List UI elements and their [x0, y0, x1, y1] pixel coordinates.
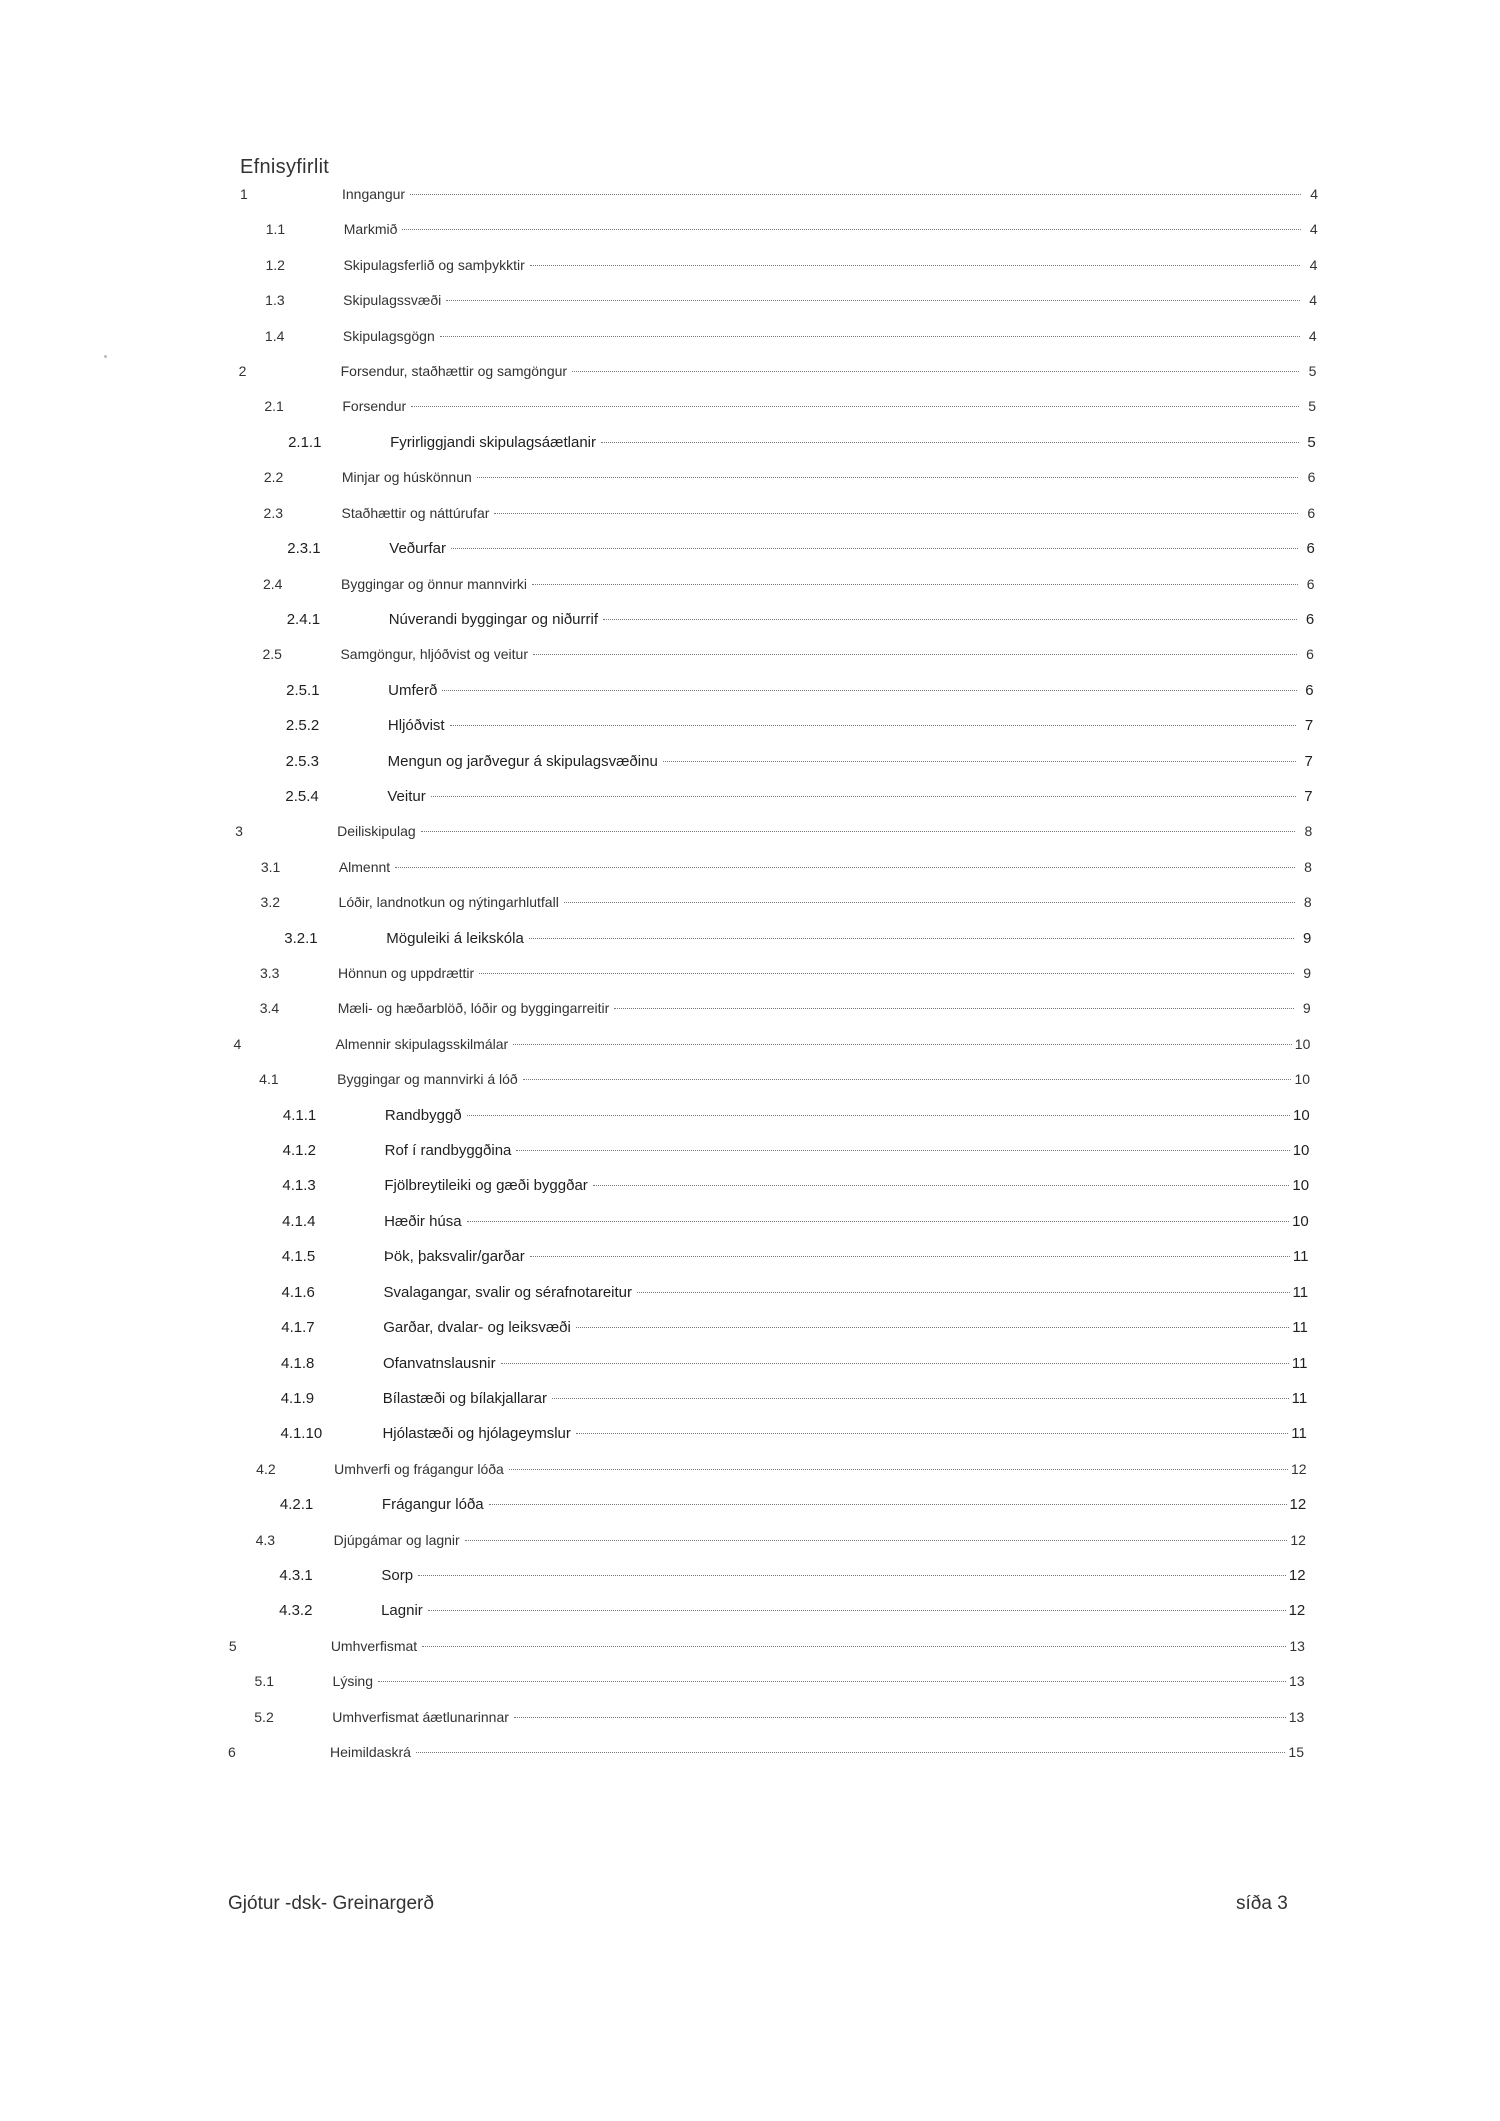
toc-entry-number: 4.3.1	[279, 1566, 313, 1584]
toc-entry[interactable]	[0, 682, 1500, 704]
toc-entry-page: 6	[1306, 646, 1314, 663]
toc-entry-number: 3.4	[259, 1000, 280, 1017]
toc-entry-page: 12	[1290, 1460, 1307, 1477]
toc-entry-page: 4	[1309, 221, 1318, 238]
toc-entry[interactable]	[0, 398, 1500, 420]
toc-entry-number: 4	[233, 1035, 242, 1052]
toc-entry-number: 1.3	[265, 292, 285, 309]
toc-entry-label: Þök, þaksvalir/garðar	[383, 1248, 525, 1266]
toc-entry-number: 5.1	[254, 1673, 274, 1690]
toc-entry[interactable]	[0, 1142, 1500, 1164]
toc-entry-label: Skipulagsferlið og samþykktir	[343, 256, 525, 273]
dot-leader	[446, 300, 1300, 301]
toc-entry-number: 6	[228, 1744, 236, 1760]
toc-entry[interactable]	[0, 753, 1500, 775]
dot-leader	[428, 1610, 1286, 1611]
toc-entry-page: 6	[1307, 504, 1316, 521]
toc-entry-page: 5	[1307, 433, 1316, 451]
toc-entry-label: Svalagangar, svalir og sérafnotareitur	[383, 1283, 633, 1301]
toc-entry[interactable]	[0, 1213, 1500, 1235]
toc-entry-label: Fjölbreytileiki og gæði byggðar	[384, 1177, 588, 1195]
toc-entry-label: Minjar og húskönnun	[341, 469, 472, 486]
toc-entry-label: Garðar, dvalar- og leiksvæði	[383, 1319, 571, 1337]
toc-entry-number: 2.1.1	[288, 433, 322, 451]
toc-entry-page: 9	[1303, 965, 1311, 981]
toc-entry[interactable]	[0, 1425, 1500, 1447]
toc-entry-label: Bílastæði og bílakjallarar	[382, 1389, 547, 1407]
footer-document-title: Gjótur -dsk- Greinargerð	[228, 1893, 434, 1914]
toc-entry-page: 13	[1288, 1708, 1305, 1725]
toc-entry-number: 4.3	[255, 1531, 276, 1548]
toc-entry-page: 13	[1289, 1673, 1305, 1690]
toc-entry-page: 6	[1305, 681, 1314, 699]
toc-entry-number: 2.3	[263, 504, 283, 521]
dot-leader	[489, 1504, 1287, 1505]
dot-leader	[523, 1079, 1292, 1080]
toc-entry-label: Lagnir	[381, 1602, 423, 1620]
toc-entry-label: Mæli- og hæðarblöð, lóðir og byggingarreitir	[337, 1000, 610, 1017]
toc-entry-number: 3.2	[260, 894, 280, 911]
toc-entry-number: 2.4	[263, 575, 283, 592]
toc-entry-number: 2.5.2	[285, 717, 320, 735]
toc-entry-label: Umhverfismat	[330, 1637, 418, 1654]
toc-entry[interactable]	[0, 1248, 1500, 1270]
dot-leader	[477, 477, 1299, 478]
toc-entry-number: 5.2	[254, 1708, 274, 1725]
toc-entry-number: 1.4	[264, 327, 285, 344]
toc-entry-page: 4	[1309, 292, 1318, 309]
toc-entry[interactable]	[0, 717, 1500, 739]
toc-entry-number: 4.1.8	[281, 1354, 315, 1372]
toc-entry-label: Markmið	[343, 221, 398, 238]
dot-leader	[402, 229, 1300, 230]
toc-entry-page: 6	[1306, 575, 1315, 592]
dot-leader	[601, 442, 1299, 443]
toc-entry[interactable]	[0, 434, 1500, 456]
toc-entry-page: 9	[1302, 929, 1312, 947]
dot-leader	[564, 902, 1295, 903]
toc-entry-number: 4.1.4	[282, 1212, 316, 1230]
toc-entry-label: Deiliskipulag	[337, 823, 416, 840]
toc-entry-page: 7	[1304, 787, 1313, 805]
dot-leader	[530, 1256, 1290, 1257]
toc-entry-label: Inngangur	[342, 186, 406, 202]
toc-entry-number: 3.2.1	[284, 929, 318, 947]
toc-entry-number: 4.1.9	[280, 1389, 315, 1407]
toc-entry-label: Byggingar og önnur mannvirki	[341, 575, 527, 592]
toc-entry[interactable]	[0, 257, 1500, 279]
dot-leader	[440, 336, 1300, 337]
toc-entry-number: 4.2	[256, 1460, 276, 1477]
toc-entry[interactable]	[0, 1036, 1500, 1058]
toc-entry-number: 2.5.4	[285, 787, 319, 805]
toc-entry-number: 4.1.2	[282, 1142, 316, 1160]
toc-entry-number: 2.4.1	[286, 610, 321, 628]
toc-entry[interactable]	[0, 221, 1500, 243]
scan-speck	[104, 355, 107, 358]
toc-entry-page: 8	[1304, 823, 1313, 840]
toc-entry-page: 11	[1291, 1354, 1308, 1372]
toc-entry-page: 10	[1294, 1071, 1311, 1088]
toc-entry-label: Staðhættir og náttúrufar	[341, 504, 490, 521]
toc-entry-label: Veitur	[387, 787, 426, 805]
dot-leader	[530, 265, 1301, 266]
toc-entry-page: 11	[1291, 1389, 1308, 1407]
toc-entry-label: Hljóðvist	[387, 717, 445, 735]
toc-entry-page: 5	[1308, 398, 1317, 415]
toc-entry[interactable]	[0, 894, 1500, 916]
toc-entry[interactable]	[0, 292, 1500, 314]
dot-leader	[637, 1292, 1290, 1293]
toc-entry-page: 11	[1292, 1319, 1308, 1337]
toc-entry-label: Heimildaskrá	[330, 1744, 411, 1760]
toc-entry[interactable]	[0, 930, 1500, 952]
toc-entry[interactable]	[0, 576, 1500, 598]
toc-entry-page: 11	[1291, 1425, 1307, 1443]
toc-entry-page: 8	[1304, 858, 1312, 875]
toc-entry[interactable]	[0, 540, 1500, 562]
toc-entry-number: 4.1.1	[282, 1106, 317, 1124]
dot-leader	[514, 1717, 1286, 1718]
toc-entry-page: 4	[1310, 186, 1318, 202]
toc-entry[interactable]	[0, 1709, 1500, 1731]
toc-entry-page: 9	[1302, 1000, 1311, 1017]
toc-entry-page: 13	[1289, 1637, 1305, 1654]
dot-leader	[451, 548, 1298, 549]
toc-entry-label: Umhverfismat áætlunarinnar	[332, 1708, 509, 1725]
dot-leader	[576, 1433, 1288, 1434]
toc-entry-label: Rof í randbyggðina	[384, 1142, 512, 1160]
dot-leader	[467, 1221, 1289, 1222]
toc-entry-number: 4.1.6	[281, 1283, 315, 1301]
dot-leader	[479, 973, 1294, 974]
dot-leader	[593, 1185, 1290, 1186]
toc-entry-page: 10	[1292, 1142, 1310, 1160]
toc-entry-label: Möguleiki á leikskóla	[386, 929, 524, 947]
toc-entry[interactable]	[0, 646, 1500, 668]
dot-leader	[663, 761, 1296, 762]
toc-entry-number: 2.5.3	[285, 752, 319, 770]
toc-entry-page: 7	[1304, 752, 1313, 770]
toc-entry[interactable]	[0, 363, 1500, 385]
toc-entry-number: 4.2.1	[279, 1496, 314, 1514]
toc-entry-page: 12	[1288, 1566, 1306, 1584]
dot-leader	[421, 831, 1296, 832]
toc-entry-label: Djúpgámar og lagnir	[333, 1531, 460, 1548]
toc-entry-page: 15	[1288, 1744, 1304, 1760]
dot-leader	[572, 371, 1299, 372]
dot-leader	[410, 194, 1301, 195]
toc-entry-number: 4.1.10	[280, 1425, 323, 1443]
toc-entry-label: Veðurfar	[389, 540, 446, 558]
toc-entry-number: 3.3	[260, 965, 280, 981]
toc-entry[interactable]	[0, 1461, 1500, 1483]
toc-entry-page: 11	[1292, 1283, 1309, 1301]
toc-entry-label: Randbyggð	[384, 1106, 462, 1124]
toc-entry-number: 4.1.7	[281, 1319, 315, 1337]
toc-entry-label: Hönnun og uppdrættir	[338, 965, 475, 981]
toc-entry-page: 6	[1305, 610, 1315, 628]
toc-entry-number: 2	[238, 363, 247, 380]
toc-entry-number: 2.1	[264, 398, 284, 415]
toc-entry-label: Hjólastæði og hjólageymslur	[382, 1425, 571, 1443]
toc-entry[interactable]	[0, 505, 1500, 527]
toc-entry[interactable]	[0, 469, 1500, 491]
toc-entry-label: Umferð	[388, 681, 438, 699]
toc-entry-number: 1.2	[265, 256, 285, 273]
toc-entry-label: Samgöngur, hljóðvist og veitur	[340, 646, 529, 663]
dot-leader	[378, 1681, 1286, 1682]
toc-entry-page: 6	[1307, 469, 1316, 486]
toc-entry-number: 2.3.1	[287, 540, 321, 558]
toc-entry-page: 12	[1289, 1496, 1307, 1514]
toc-entry-number: 4.1.3	[282, 1177, 316, 1195]
dot-leader	[467, 1115, 1290, 1116]
toc-entry-label: Hæðir húsa	[384, 1212, 462, 1230]
toc-entry[interactable]	[0, 1000, 1500, 1022]
toc-entry[interactable]	[0, 1319, 1500, 1341]
toc-entry-page: 5	[1308, 363, 1317, 380]
toc-entry-label: Almennt	[338, 858, 391, 875]
toc-entry-label: Fyrirliggjandi skipulagsáætlanir	[390, 433, 596, 451]
toc-entry-number: 4.1	[259, 1071, 279, 1088]
toc-entry-label: Frágangur lóða	[381, 1496, 484, 1514]
toc-entry-label: Skipulagssvæði	[343, 292, 442, 309]
toc-entry-label: Sorp	[381, 1566, 414, 1584]
toc-entry-number: 4.1.5	[281, 1248, 316, 1266]
toc-entry-number: 2.2	[263, 469, 284, 486]
toc-entry-page: 11	[1292, 1248, 1309, 1266]
toc-entry[interactable]	[0, 1177, 1500, 1199]
toc-entry[interactable]	[0, 1602, 1500, 1624]
dot-leader	[395, 867, 1295, 868]
toc-entry[interactable]	[0, 859, 1500, 881]
toc-entry[interactable]	[0, 1532, 1500, 1554]
toc-entry-page: 10	[1293, 1106, 1310, 1124]
footer-page-number: síða 3	[1236, 1893, 1288, 1914]
toc-entry[interactable]	[0, 1107, 1500, 1129]
dot-leader	[576, 1327, 1289, 1328]
dot-leader	[509, 1469, 1288, 1470]
toc-entry-label: Lýsing	[332, 1673, 373, 1690]
dot-leader	[411, 406, 1299, 407]
toc-entry[interactable]	[0, 1355, 1500, 1377]
toc-entry-label: Umhverfi og frágangur lóða	[334, 1460, 504, 1477]
toc-entry[interactable]	[0, 1673, 1500, 1695]
dot-leader	[516, 1150, 1289, 1151]
dot-leader	[529, 938, 1294, 939]
toc-entry[interactable]	[0, 1567, 1500, 1589]
toc-entry-page: 8	[1303, 894, 1312, 911]
toc-entry[interactable]	[0, 328, 1500, 350]
toc-entry-page: 7	[1304, 717, 1314, 735]
dot-leader	[603, 619, 1297, 620]
dot-leader	[533, 654, 1297, 655]
dot-leader	[431, 796, 1296, 797]
toc-entry-page: 10	[1292, 1177, 1310, 1195]
dot-leader	[442, 690, 1296, 691]
dot-leader	[465, 1540, 1288, 1541]
toc-entry-label: Forsendur	[342, 398, 407, 415]
toc-entry[interactable]	[0, 1744, 1500, 1766]
toc-entry-number: 3.1	[260, 858, 281, 875]
toc-entry-page: 6	[1306, 540, 1315, 558]
toc-entry-page: 10	[1294, 1035, 1311, 1052]
dot-leader	[416, 1752, 1286, 1753]
toc-entry[interactable]	[0, 965, 1500, 987]
dot-leader	[513, 1044, 1292, 1045]
toc-entry[interactable]	[0, 1390, 1500, 1412]
toc-entry-number: 3	[235, 823, 243, 840]
dot-leader	[418, 1575, 1286, 1576]
toc-entry-page: 12	[1290, 1531, 1306, 1548]
toc-entry-number: 5	[228, 1637, 237, 1654]
toc-entry-label: Almennir skipulagsskilmálar	[335, 1035, 509, 1052]
toc-entry-page: 10	[1292, 1212, 1309, 1230]
toc-entry-number: 2.5	[262, 646, 282, 663]
toc-entry-label: Skipulagsgögn	[342, 327, 435, 344]
dot-leader	[494, 513, 1298, 514]
dot-leader	[450, 725, 1297, 726]
toc-entry[interactable]	[0, 823, 1500, 845]
dot-leader	[552, 1398, 1289, 1399]
toc-entry-number: 4.3.2	[279, 1602, 313, 1620]
toc-entry-label: Mengun og jarðvegur á skipulagsvæðinu	[387, 752, 658, 770]
dot-leader	[422, 1646, 1286, 1647]
dot-leader	[501, 1363, 1289, 1364]
toc-entry-page: 4	[1308, 327, 1317, 344]
toc-entry-number: 1	[240, 186, 248, 202]
toc-entry-page: 4	[1309, 256, 1318, 273]
toc-entry-label: Lóðir, landnotkun og nýtingarhlutfall	[338, 894, 559, 911]
dot-leader	[614, 1008, 1293, 1009]
toc-entry-label: Byggingar og mannvirki á lóð	[337, 1071, 518, 1088]
toc-entry[interactable]	[0, 788, 1500, 810]
toc-entry-page: 12	[1288, 1602, 1306, 1620]
toc-entry-label: Ofanvatnslausnir	[383, 1354, 496, 1372]
dot-leader	[532, 584, 1298, 585]
toc-entry[interactable]	[0, 1284, 1500, 1306]
toc-entry[interactable]	[0, 186, 1500, 208]
toc-entry-number: 1.1	[265, 221, 286, 238]
toc-entry[interactable]	[0, 1071, 1500, 1093]
toc-entry[interactable]	[0, 1638, 1500, 1660]
toc-entry[interactable]	[0, 611, 1500, 633]
toc-entry[interactable]	[0, 1496, 1500, 1518]
toc-title: Efnisyfirlit	[240, 156, 330, 178]
toc-entry-label: Núverandi byggingar og niðurrif	[388, 610, 599, 628]
toc-entry-label: Forsendur, staðhættir og samgöngur	[340, 363, 568, 380]
toc-entry-number: 2.5.1	[286, 681, 320, 699]
